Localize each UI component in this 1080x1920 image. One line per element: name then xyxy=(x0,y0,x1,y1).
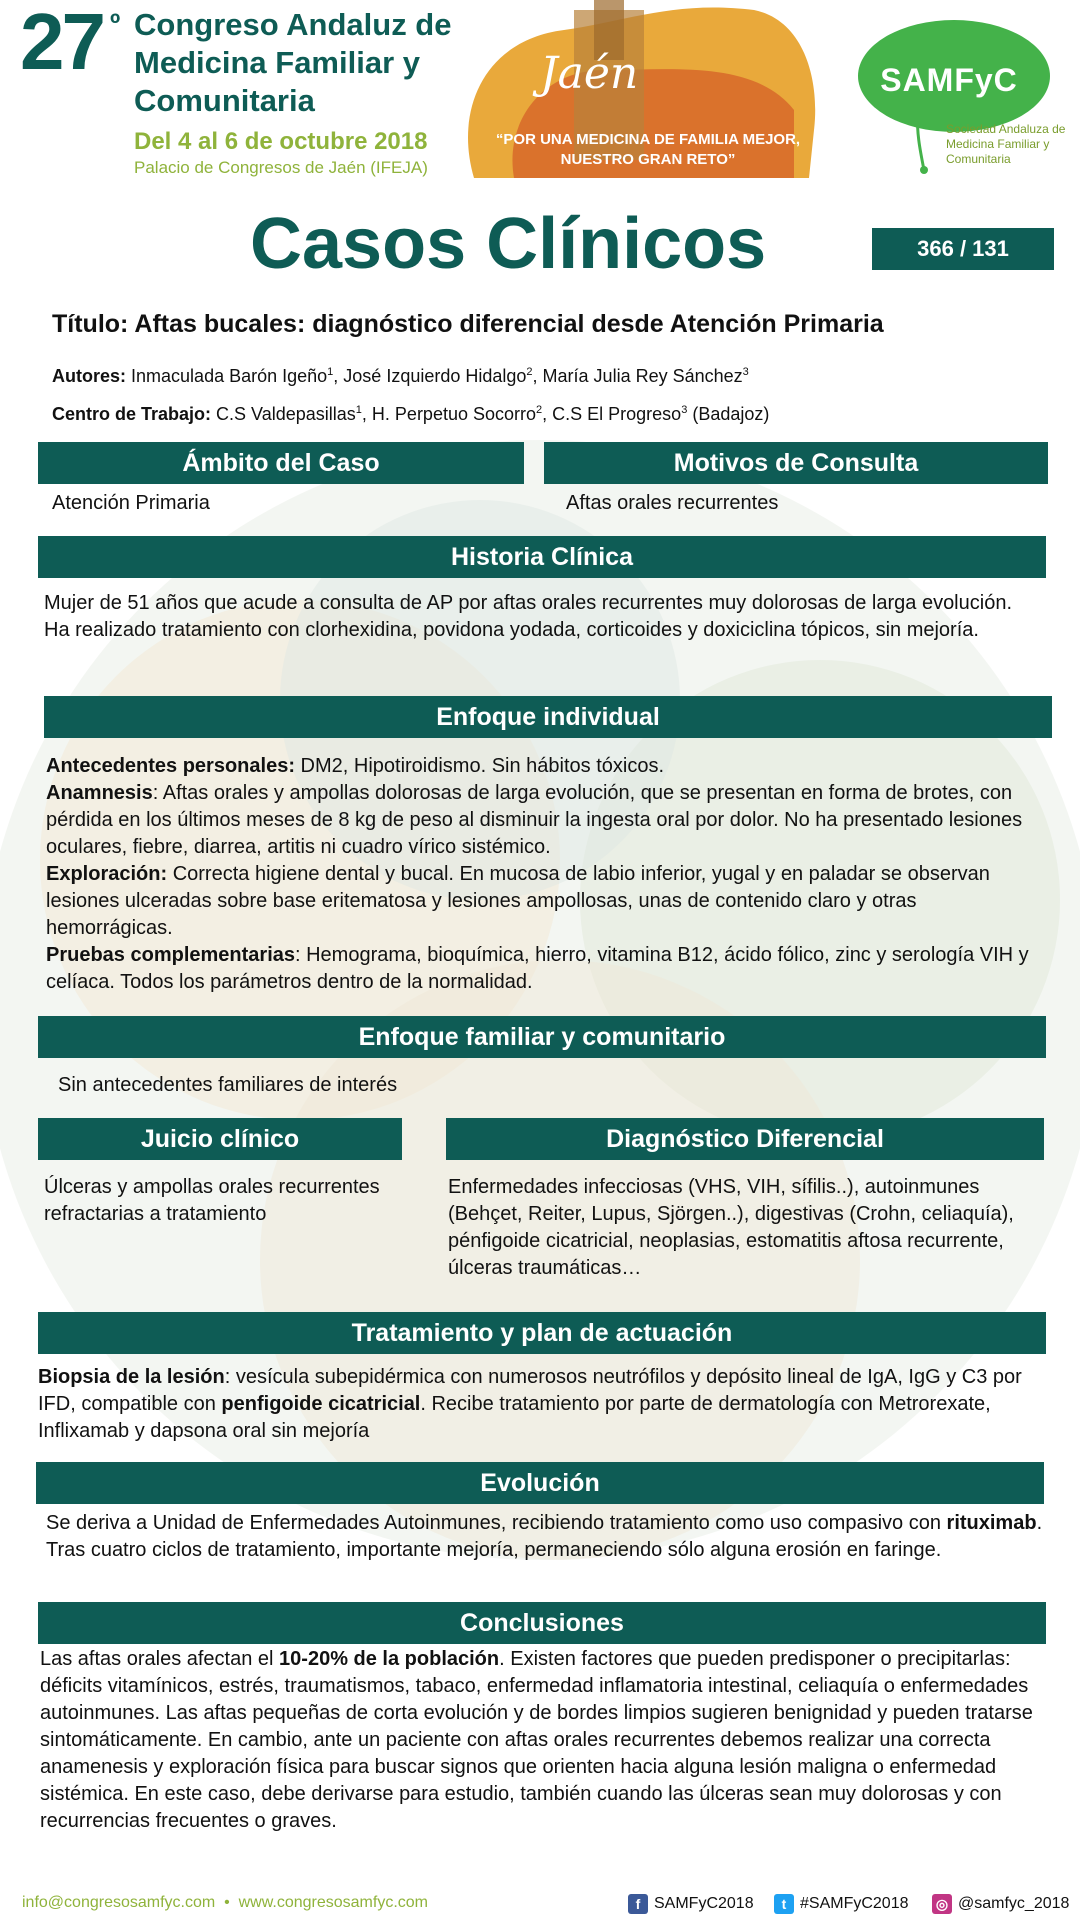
pruebas-text: : Hemograma, bioquímica, hierro, vitamina B12, ácido fólico, zinc y serología VIH y celíaca. Todos los parámetros dentro de la normalidad. xyxy=(46,944,1029,993)
enfoque-familiar-text: Sin antecedentes familiares de interés xyxy=(58,1074,398,1096)
workplace-name: C.S Valdepasillas xyxy=(216,404,356,424)
conclusiones-text xyxy=(40,1646,1048,1835)
section-heading-historia: Historia Clínica xyxy=(38,536,1046,578)
anamnesis-label: Anamnesis xyxy=(46,782,153,804)
section-heading-enfoque-familiar: Enfoque familiar y comunitario xyxy=(38,1016,1046,1058)
facebook-icon: f xyxy=(628,1894,648,1914)
evolucion-drug: rituximab xyxy=(946,1512,1037,1534)
authors-label: Autores: xyxy=(52,366,127,386)
facebook-handle: SAMFyC2018 xyxy=(654,1895,754,1912)
motto-line-2: NUESTRO GRAN RETO” xyxy=(560,151,736,168)
exploracion-text: Correcta higiene dental y bucal. En mucosa de labio inferior, yugal y en paladar se observan lesiones ulceradas sobre base eritematosa y lesiones ampollosas, unas de contenido claro y otras hemorrágicas. xyxy=(46,863,990,939)
conclusiones-text-2: . Existen factores que pueden predisponer o precipitarlas: déficits vitamínicos, estrés, traumatismos, tabaco, enfermedad inflamatoria intestinal, celiaquía o enfermedades autoinmunes. Las aftas pequeñas de corta evolución y de bordes limpios sugieren benignidad y pueden tratarse sintomáticamente. En cambio, ante un paciente con aftas orales recurrentes debemos realizar una correcta anamenesis y exploración física para buscar signos que orienten hacia alguna lesión maligna o enfermedad sistémica. En este caso, debe derivarse para estudio, también cuando las úlceras sean muy dolorosas y con recurrencias frecuentes o graves. xyxy=(40,1648,1033,1832)
workplace-name: , H. Perpetuo Socorro xyxy=(361,404,537,424)
congress-motto xyxy=(478,130,818,170)
tratamiento-text xyxy=(38,1364,1048,1445)
antecedentes-text: DM2, Hipotiroidismo. Sin hábitos tóxicos. xyxy=(294,755,665,777)
workplace-name: , C.S El Progreso xyxy=(542,404,682,424)
section-heading-enfoque-individual: Enfoque individual xyxy=(44,696,1052,738)
logo-subtitle: Sociedad Andaluza de Medicina Familiar y Comunitaria xyxy=(946,122,1066,166)
footer-separator: • xyxy=(224,1894,230,1911)
twitter-handle: #SAMFyC2018 xyxy=(800,1895,909,1912)
footer-twitter[interactable] xyxy=(774,1894,909,1914)
workplace-affiliation: 3 xyxy=(681,404,688,416)
conclusiones-text-1: Las aftas orales afectan el xyxy=(40,1648,280,1670)
evolucion-text xyxy=(46,1510,1046,1564)
juicio-text: Úlceras y ampollas orales recurrentes refractarias a tratamiento xyxy=(44,1176,380,1225)
tratamiento-text-2: . Recibe tratamiento por parte de dermatología con Metrorexate, Inflixamab y dapsona oral sin mejoría xyxy=(38,1393,991,1442)
congress-venue: Palacio de Congresos de Jaén (IFEJA) xyxy=(134,158,428,177)
author-name: , José Izquierdo Hidalgo xyxy=(333,366,527,386)
section-heading-conclusiones: Conclusiones xyxy=(38,1602,1046,1644)
author-name: Inmaculada Barón Igeño xyxy=(131,366,328,386)
twitter-icon: t xyxy=(774,1894,794,1914)
motivos-text: Aftas orales recurrentes xyxy=(566,492,779,514)
workplace-line xyxy=(52,404,769,425)
footer-instagram[interactable] xyxy=(932,1894,1069,1914)
author-name: , María Julia Rey Sánchez xyxy=(532,366,743,386)
instagram-handle: @samfyc_2018 xyxy=(958,1895,1070,1912)
workplace-label: Centro de Trabajo: xyxy=(52,404,212,424)
author-affiliation: 2 xyxy=(526,366,533,378)
section-heading-motivos: Motivos de Consulta xyxy=(544,442,1048,484)
workplace-affiliation: 1 xyxy=(355,404,362,416)
tratamiento-diagnosis: penfigoide cicatricial xyxy=(221,1393,421,1415)
city-name: Jaén xyxy=(540,48,639,99)
workplace-affiliation: 2 xyxy=(536,404,543,416)
motto-line-1: “POR UNA MEDICINA DE FAMILIA MEJOR, xyxy=(495,131,801,148)
instagram-icon: ◎ xyxy=(932,1894,952,1914)
anamnesis-text: : Aftas orales y ampollas dolorosas de larga evolución, que se presentan en forma de brotes, con pérdida en los últimos meses de 8 kg de peso al disminuir la ingesta oral por dolor. No ha presentado lesiones oculares, fiebre, diarrea, artitis ni cuadro vírico sistémico. xyxy=(46,782,1023,858)
section-heading-ambito: Ámbito del Caso xyxy=(38,442,524,484)
historia-text: Mujer de 51 años que acude a consulta de AP por aftas orales recurrentes muy dolorosas de larga evolución. Ha realizado tratamiento con clorhexidina, povidona yodada, corticoides y doxiciclina tópicos, sin mejoría. xyxy=(44,592,1012,641)
exploracion-label: Exploración: xyxy=(46,863,168,885)
ambito-text: Atención Primaria xyxy=(52,492,210,514)
page-title: Casos Clínicos xyxy=(250,204,767,284)
tratamiento-text-1: : vesícula subepidérmica con numerosos neutrófilos y depósito lineal de IgA, IgG y C3 por IFD, compatible con xyxy=(38,1366,1022,1415)
author-affiliation: 1 xyxy=(327,366,334,378)
case-title-label: Título: xyxy=(52,310,129,338)
antecedentes-label: Antecedentes personales: xyxy=(46,755,295,777)
case-title xyxy=(52,310,1052,339)
case-title-text: Aftas bucales: diagnóstico diferencial desde Atención Primaria xyxy=(134,310,884,338)
footer-email-link[interactable]: info@congresosamfyc.com xyxy=(22,1894,216,1911)
congress-dates: Del 4 al 6 de octubre 2018 xyxy=(134,128,428,155)
congress-title: Congreso Andaluz de Medicina Familiar y Comunitaria xyxy=(134,7,452,118)
author-affiliation: 3 xyxy=(742,366,749,378)
section-heading-evolucion: Evolución xyxy=(36,1462,1044,1504)
biopsia-label: Biopsia de la lesión xyxy=(38,1366,225,1388)
diagnostico-text: Enfermedades infecciosas (VHS, VIH, sífilis..), autoinmunes (Behçet, Reiter, Lupus, Sjörgen..), digestivas (Crohn, celiaquía), pénfigoide cicatricial, neoplasias, estomatitis aftosa recurrente, úlceras traumáticas… xyxy=(448,1176,1014,1279)
footer-contact xyxy=(22,1894,428,1912)
edition-number: 27 xyxy=(20,0,103,86)
evolucion-text-2: . Tras cuatro ciclos de tratamiento, importante mejoría, permaneciendo sólo alguna erosión en faringe. xyxy=(46,1512,1043,1561)
enfoque-individual-text xyxy=(46,753,1046,996)
workplace-region: (Badajoz) xyxy=(687,404,770,424)
case-code-badge: 366 / 131 xyxy=(872,228,1054,270)
conclusiones-stat: 10-20% de la población xyxy=(279,1648,500,1670)
authors-line xyxy=(52,366,749,387)
section-heading-tratamiento: Tratamiento y plan de actuación xyxy=(38,1312,1046,1354)
edition-suffix: º xyxy=(110,8,121,39)
pruebas-label: Pruebas complementarias xyxy=(46,944,295,966)
logo-acronym: SAMFyC xyxy=(880,62,1018,98)
footer-facebook[interactable] xyxy=(628,1894,754,1914)
section-heading-diagnostico: Diagnóstico Diferencial xyxy=(446,1118,1044,1160)
footer-website-link[interactable]: www.congresosamfyc.com xyxy=(238,1894,428,1911)
evolucion-text-1: Se deriva a Unidad de Enfermedades Autoinmunes, recibiendo tratamiento como uso compasivo con xyxy=(46,1512,947,1534)
section-heading-juicio: Juicio clínico xyxy=(38,1118,402,1160)
